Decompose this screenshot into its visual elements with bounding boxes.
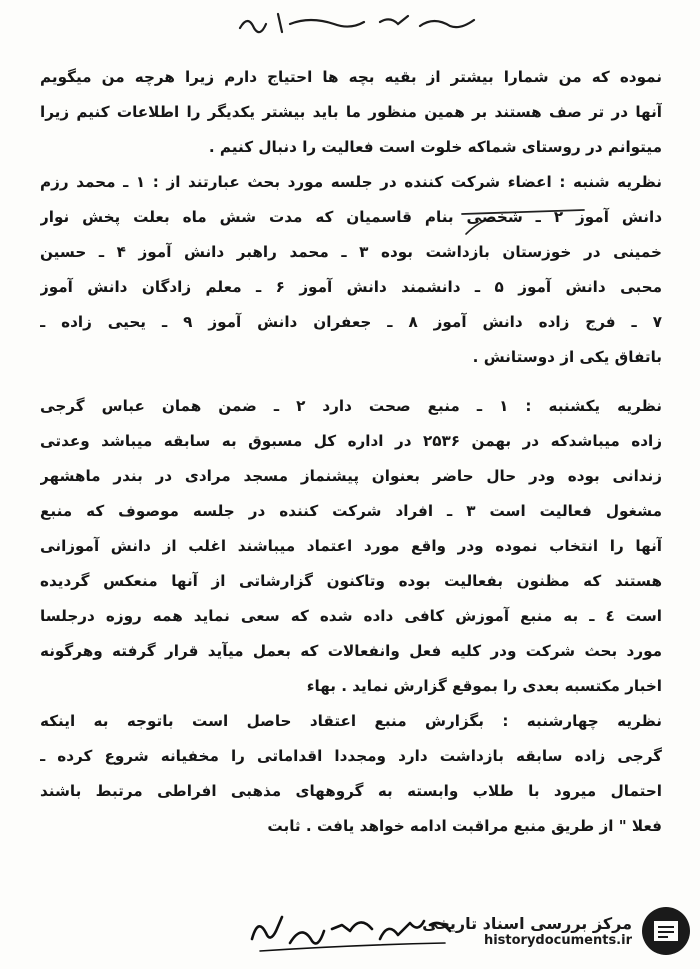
text-line: خمینی در خوزستان بازداشت بوده ۳ ـ محمد راهبر دانش آموز ۴ ـ حسین (40, 243, 662, 261)
archive-watermark (402, 899, 692, 963)
text-line: زاده میباشدکه در بهمن ۲۵۳۶ در اداره کل مسبوق به سابقه میباشد وعدتی (40, 432, 662, 450)
text-line: گرجی زاده سابقه بازداشت دارد ومجددا اقداماتی را مخفیانه شروع کرده ـ (40, 747, 662, 765)
text-line: اخبار مکتسبه بعدی را بموقع گزارش نماید . بهاء (306, 677, 662, 695)
handwritten-header-mark (230, 4, 490, 38)
text-line: میتوانم در روستای شماکه خلوت است فعالیت را دنبال کنیم . (208, 138, 662, 156)
text-line: آنها در تر صف هستند بر همین منظور ما باید بیشتر یکدیگر را اطلاعات کنیم زیرا (40, 103, 662, 121)
text-line: هستند که مظنون بفعالیت بوده وتاکنون گزارشاتی از آنها منعکس گردیده (40, 572, 662, 590)
text-line: است ٤ ـ به منبع آموزش کافی داده شده که سعی نماید همه روزه درجلسا (40, 607, 662, 625)
text-line: نظریه یکشنبه : ۱ ـ منبع صحت دارد ۲ ـ ضمن همان عباس گرجی (40, 397, 662, 415)
text-line: احتمال میرود با طلاب وابسته به گروههای مذهبی افراطی مرتبط باشند (40, 782, 662, 800)
footer-area (0, 899, 700, 969)
document-body (40, 60, 662, 844)
text-line: آنها را انتخاب نموده ودر واقع مورد اعتماد میباشند اغلب از دانش آموزانی (40, 537, 662, 555)
text-line: مشغول فعالیت است ۳ ـ افراد شرکت کننده در جلسه موصوف که منبع (40, 502, 662, 520)
text-line: فعلا " از طریق منبع مراقبت ادامه خواهد یافت . ثابت (267, 817, 662, 835)
archive-logo-icon (640, 905, 692, 957)
text-line: محبی دانش آموز ۵ ـ دانشمند دانش آموز ۶ ـ معلم زادگان دانش آموز (40, 278, 662, 296)
text-line: باتفاق یکی از دوستانش . (472, 348, 662, 366)
text-line: دانش آموز ۲ ـ شخصی بنام قاسمیان که مدت شش ماه بعلت پخش نوار (40, 208, 662, 226)
text-line: زندانی بوده ودر حال حاضر بعنوان پیشنماز مسجد مرادی در بندر ماهشهر (40, 467, 662, 485)
text-line: نموده که من شمارا بیشتر از بقیه بچه ها احتیاج دارم زیرا هرچه من میگویم (40, 68, 662, 86)
text-line: ۷ ـ فرج زاده دانش آموز ۸ ـ جعفران دانش آموز ۹ ـ یحیی زاده ـ (40, 313, 662, 331)
watermark-title: مرکز بررسی اسناد تاریخی (422, 914, 632, 933)
text-line: مورد بحث شرکت ودر کلیه فعل وانفعالات که بعمل میآید قرار گرفته وهرگونه (40, 642, 662, 660)
watermark-url: historydocuments.ir (483, 933, 632, 948)
text-line: نظریه چهارشنبه : بگزارش منبع اعتقاد حاصل است باتوجه به اینکه (40, 712, 662, 730)
text-line: نظریه شنبه : اعضاء شرکت کننده در جلسه مورد بحث عبارتند از : ۱ ـ محمد رزم (40, 173, 662, 191)
